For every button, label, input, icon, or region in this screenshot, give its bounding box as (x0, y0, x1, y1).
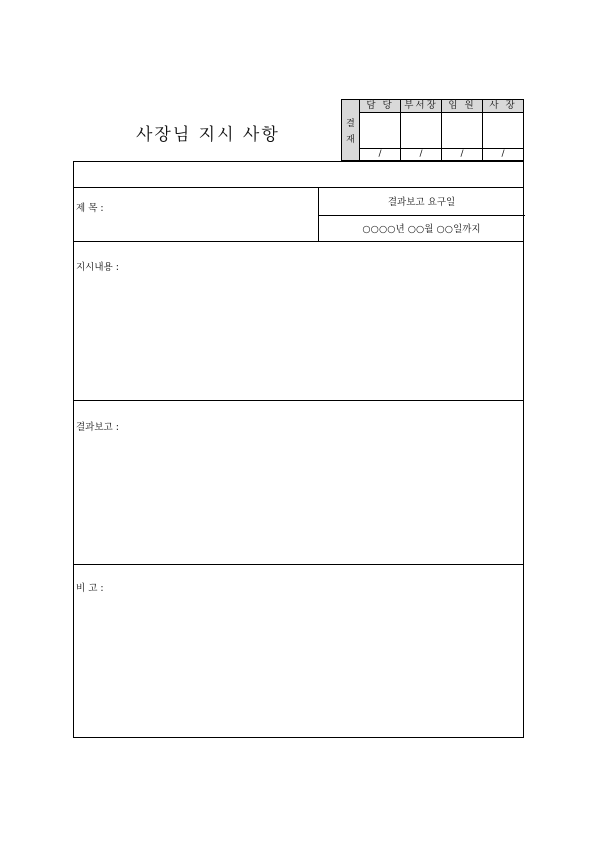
page-title: 사장님 지시 사항 (136, 125, 280, 145)
approval-header-executive: 임 원 (441, 99, 483, 113)
approval-header-president: 사 장 (482, 99, 524, 113)
divider (74, 564, 523, 565)
approval-sign-executive[interactable] (441, 112, 483, 149)
approval-side-label-bottom: 재 (346, 135, 355, 145)
approval-header-dept-head: 부서장 (400, 99, 442, 113)
approval-sign-manager[interactable] (359, 112, 401, 149)
divider (318, 215, 525, 216)
approval-sign-president[interactable] (482, 112, 524, 149)
result-label: 결과보고 : (76, 422, 119, 433)
approval-date-executive[interactable]: / (441, 148, 483, 161)
approval-sign-dept-head[interactable] (400, 112, 442, 149)
approval-header-manager: 담 당 (359, 99, 401, 113)
instructions-label: 지시내용 : (76, 262, 119, 273)
divider (74, 241, 523, 242)
divider (74, 400, 523, 401)
approval-date-president[interactable]: / (482, 148, 524, 161)
report-due-label: 결과보고 요구일 (387, 197, 456, 208)
approval-date-manager[interactable]: / (359, 148, 401, 161)
approval-side-label-top: 결 (346, 119, 355, 129)
approval-box (341, 99, 524, 161)
directive-form (73, 161, 524, 738)
approval-side-label (341, 99, 360, 161)
subject-label: 제 목 : (76, 203, 104, 214)
divider (74, 187, 523, 188)
approval-date-dept-head[interactable]: / (400, 148, 442, 161)
report-due-value[interactable]: ○○○○년 ○○월 ○○일까지 (362, 224, 481, 235)
remarks-label: 비 고 : (76, 583, 104, 594)
